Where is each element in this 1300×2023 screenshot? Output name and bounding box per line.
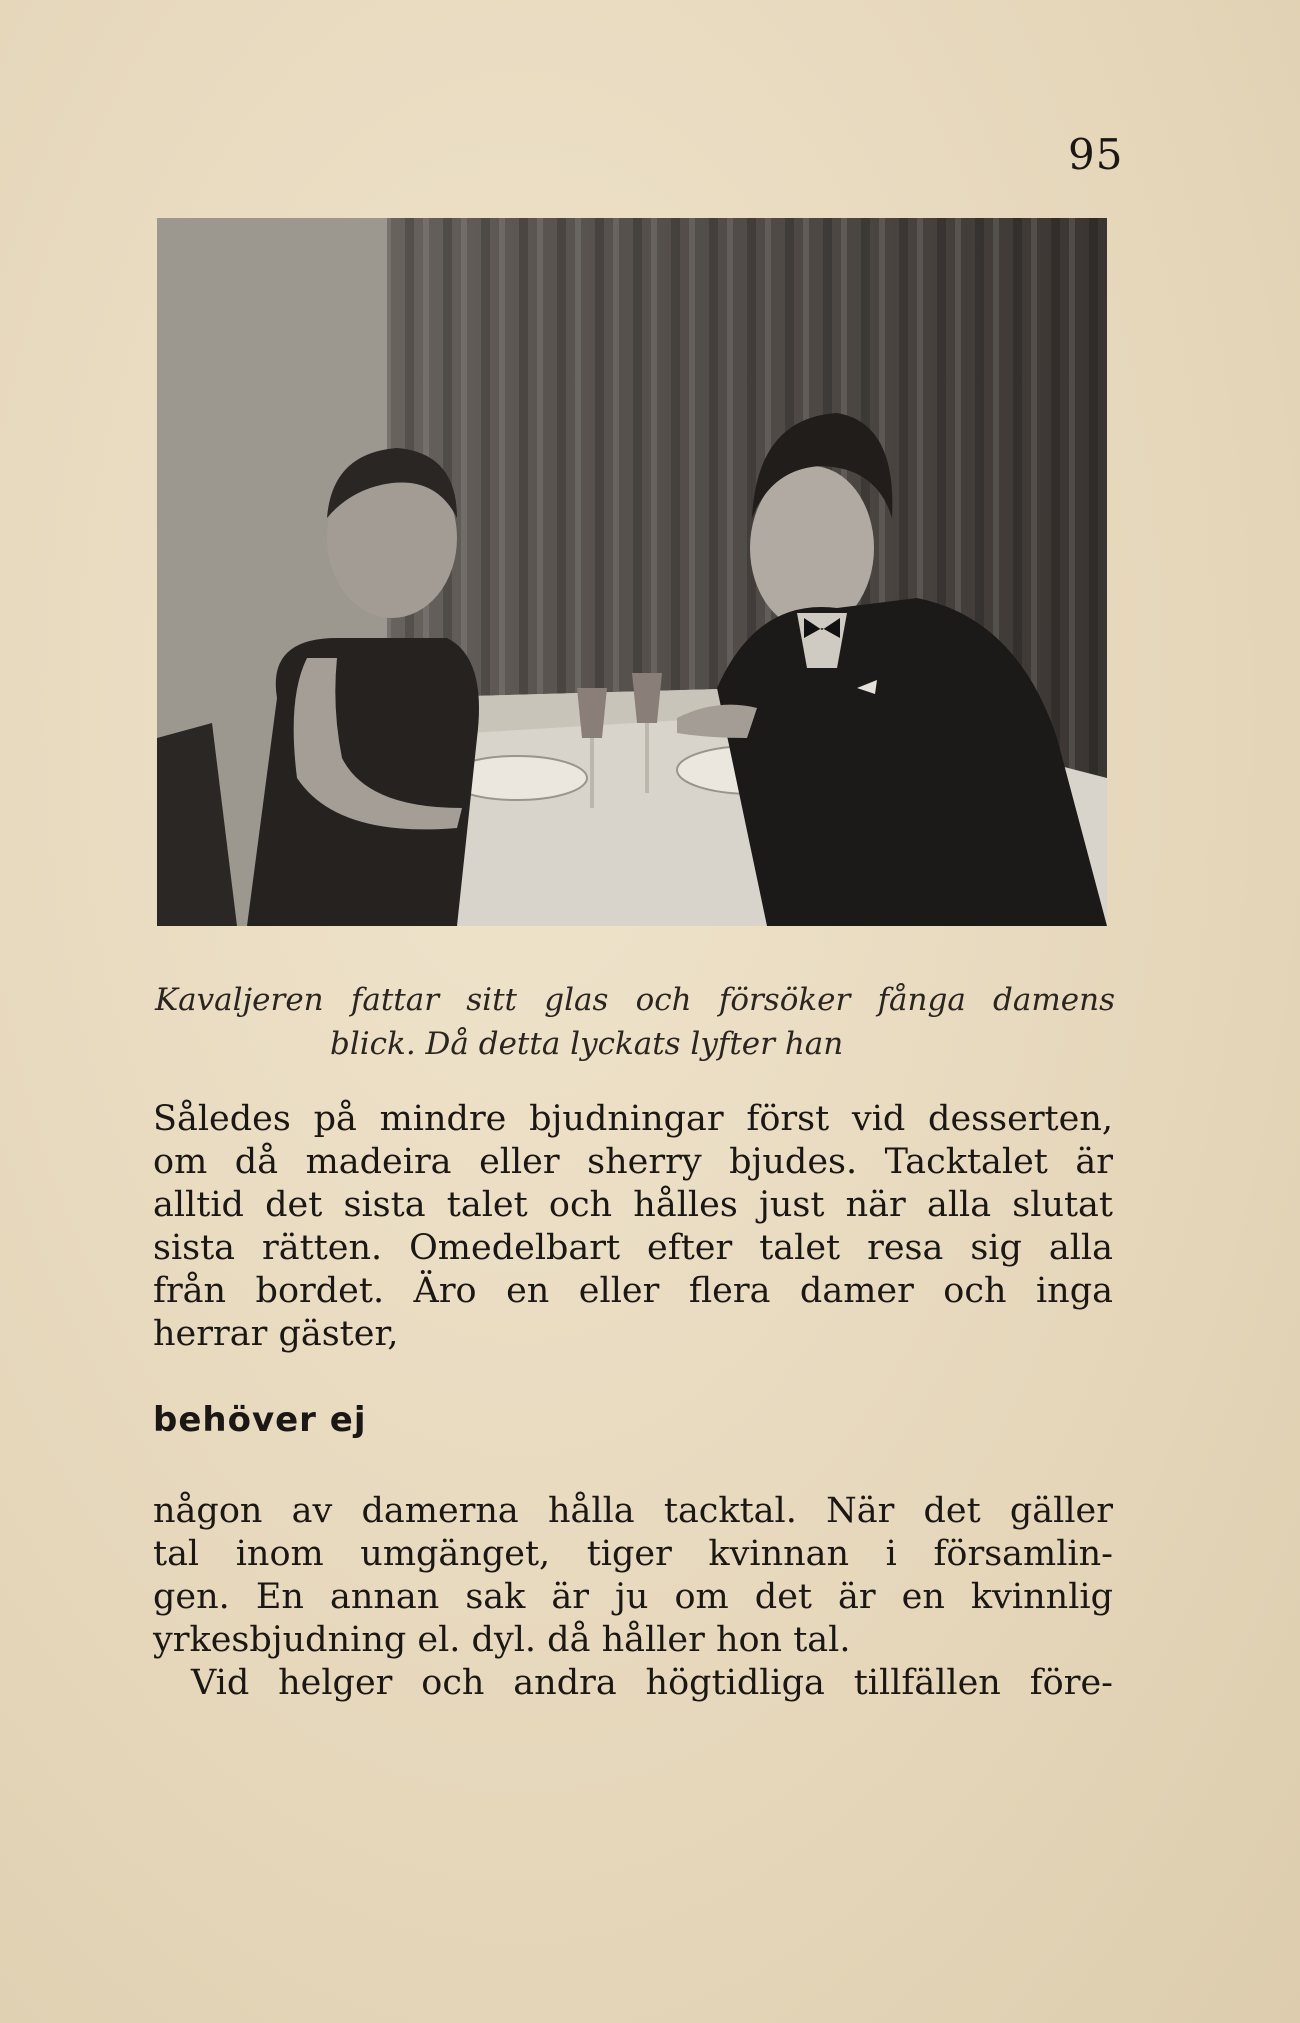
section-heading: behöver ej — [153, 1400, 367, 1440]
caption-line-1: Kavaljeren fattar sitt glas och försöker fånga damens — [155, 982, 1115, 1018]
photo-caption — [155, 978, 1115, 1066]
paragraph-2 — [153, 1490, 1113, 1705]
text-line: från bordet. Äro en eller flera damer och inga — [153, 1271, 1113, 1311]
text-line: sista rätten. Omedelbart efter talet resa sig alla — [153, 1228, 1113, 1268]
text-line: alltid det sista talet och hålles just när alla slutat — [153, 1185, 1113, 1225]
photograph — [157, 218, 1107, 926]
text-line: herrar gäster, — [153, 1314, 399, 1354]
paragraph-1 — [153, 1098, 1113, 1356]
photo-couple-dining-icon — [157, 218, 1107, 926]
text-line: Vid helger och andra högtidliga tillfällen före- — [191, 1663, 1113, 1703]
text-line: någon av damerna hålla tacktal. När det gäller — [153, 1491, 1113, 1531]
text-line: gen. En annan sak är ju om det är en kvinnlig — [153, 1577, 1113, 1617]
text-line: yrkesbjudning el. dyl. då håller hon tal. — [153, 1620, 851, 1660]
text-line: Således på mindre bjudningar först vid desserten, — [153, 1099, 1113, 1139]
text-line: tal inom umgänget, tiger kvinnan i församlin- — [153, 1534, 1113, 1574]
caption-line-2: blick. Då detta lyckats lyfter han — [330, 1026, 844, 1062]
text-line: om då madeira eller sherry bjudes. Tacktalet är — [153, 1142, 1113, 1182]
page-number: 95 — [1068, 130, 1124, 179]
